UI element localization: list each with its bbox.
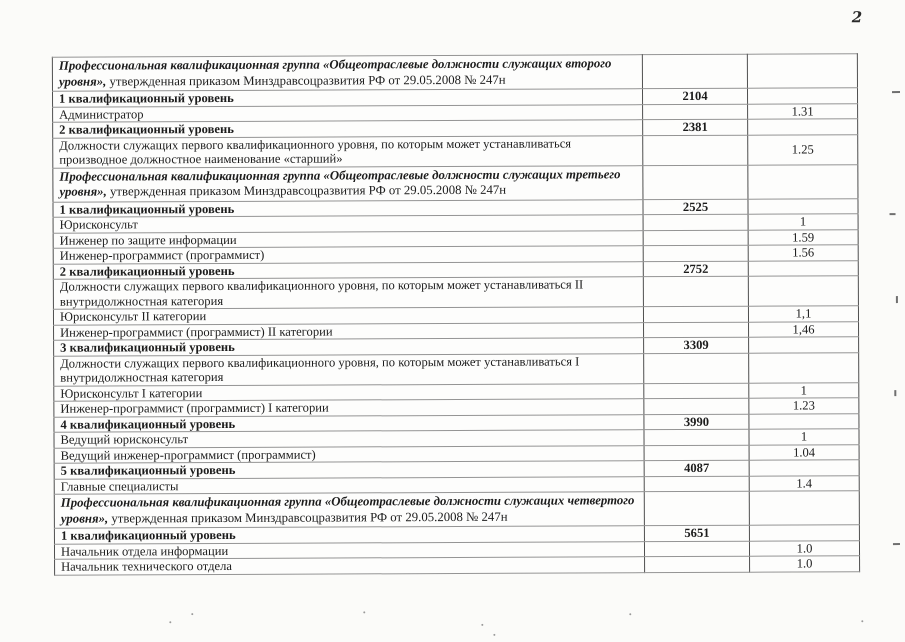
coefficient-cell: 1,1 (748, 306, 858, 322)
base-salary-cell (644, 476, 749, 492)
base-salary-cell (643, 306, 748, 322)
level-name-cell: 5 квалификационный уровень (54, 461, 644, 479)
group-title: Профессиональная квалификационная группа «Общеотраслевые должности служащих четвертого уровня», (60, 493, 635, 526)
coefficient-cell: 1.31 (748, 103, 858, 119)
scan-speck (363, 611, 365, 613)
coefficient-cell: 1.56 (748, 245, 858, 261)
coefficient-cell (747, 88, 857, 104)
base-salary-cell (644, 322, 749, 338)
position-name-cell: Инженер-программист (программист) I категории (54, 399, 644, 417)
position-name-cell: Ведущий инженер-программист (программист) (54, 445, 644, 463)
base-salary-cell: 2381 (643, 119, 748, 135)
base-salary-cell: 4087 (644, 460, 749, 476)
base-salary-cell: 2525 (643, 199, 748, 215)
position-name-cell: Администратор (53, 104, 643, 122)
coefficient-cell: 1.25 (748, 134, 858, 164)
coefficient-cell (748, 119, 858, 135)
pkg-header-row (54, 491, 859, 529)
coefficient-cell (748, 198, 858, 214)
coefficient-cell (749, 491, 859, 525)
coefficient-cell: 1.04 (749, 444, 859, 460)
position-name-cell: Юрисконсульт I категории (54, 383, 644, 401)
group-title-rest: утвержденная приказом Минздравсоцразвития РФ от 29.05.2008 № 247н (109, 182, 507, 199)
position-row (53, 134, 858, 168)
base-salary-cell (644, 445, 749, 461)
position-row (55, 556, 860, 575)
position-name-cell: Должности служащих первого квалификационного уровня, по которым может устанавливаться I внутридолжностная категория (54, 353, 644, 386)
pkg-header-row (52, 54, 857, 92)
scan-artifacts (0, 0, 904, 2)
coefficient-cell (748, 164, 858, 198)
base-salary-cell (643, 165, 748, 199)
position-name-cell: Юрисконсульт II категории (53, 307, 643, 325)
coefficient-cell: 1.4 (749, 475, 859, 491)
coefficient-cell (748, 260, 858, 276)
base-salary-cell (644, 429, 749, 445)
scan-speck (629, 613, 631, 615)
scan-speck (191, 613, 193, 615)
base-salary-cell: 3990 (644, 414, 749, 430)
coefficient-cell (747, 54, 857, 88)
base-salary-cell (644, 383, 749, 399)
position-name-cell: Юрисконсульт (53, 215, 643, 233)
base-salary-cell (643, 135, 748, 165)
position-row (54, 352, 859, 386)
position-name-cell: Ведущий юрисконсульт (54, 430, 644, 448)
group-title-cell (53, 165, 643, 202)
level-name-cell: 1 квалификационный уровень (54, 526, 644, 544)
level-name-cell: 3 квалификационный уровень (54, 338, 644, 356)
base-salary-cell (643, 230, 748, 246)
coefficient-cell (748, 276, 858, 306)
scan-edge-mark (893, 543, 900, 545)
level-name-cell: 1 квалификационный уровень (52, 89, 642, 107)
coefficient-cell: 1.23 (749, 398, 859, 414)
coefficient-cell: 1.59 (748, 229, 858, 245)
position-name-cell: Должности служащих первого квалификационного уровня, по которым может устанавливаться II внутридолжностная категория (53, 277, 643, 310)
position-name-cell: Главные специалисты (54, 476, 644, 494)
position-name-cell: Начальник отдела информации (54, 541, 644, 559)
coefficient-cell: 1.0 (750, 556, 860, 572)
base-salary-cell: 3309 (644, 337, 749, 353)
pkg-header-row (53, 164, 858, 202)
position-name-cell: Инженер-программист (программист) II категории (54, 322, 644, 340)
base-salary-cell (644, 353, 749, 383)
coefficient-cell: 1 (749, 429, 859, 445)
group-title-rest: утвержденная приказом Минздравсоцразвития РФ от 29.05.2008 № 247н (111, 509, 508, 525)
level-name-cell: 1 квалификационный уровень (53, 199, 643, 217)
position-name-cell: Должности служащих первого квалификационного уровня, по которым может устанавливаться производное должностное наименование «старший» (53, 135, 643, 168)
coefficient-cell (749, 337, 859, 353)
base-salary-cell: 2752 (643, 261, 748, 277)
scan-edge-mark (894, 390, 896, 396)
coefficient-cell (749, 460, 859, 476)
group-title-cell (52, 55, 642, 92)
position-row (53, 276, 858, 310)
qualification-groups-table (52, 53, 860, 575)
scan-edge-mark (896, 296, 898, 303)
coefficient-cell: 1,46 (749, 321, 859, 337)
base-salary-cell (642, 54, 747, 88)
scan-speck (493, 634, 495, 636)
base-salary-cell (644, 398, 749, 414)
coefficient-cell (749, 525, 859, 541)
level-name-cell: 4 квалификационный уровень (54, 414, 644, 432)
position-name-cell: Начальник технического отдела (55, 557, 645, 575)
scan-speck (861, 620, 863, 622)
position-name-cell: Инженер-программист (программист) (53, 246, 643, 264)
level-name-cell: 2 квалификационный уровень (53, 120, 643, 138)
base-salary-cell (643, 104, 748, 120)
coefficient-cell: 1.0 (749, 540, 859, 556)
coefficient-cell: 1 (749, 382, 859, 398)
group-title: Профессиональная квалификационная группа «Общеотраслевые должности служащих второго уровня», (58, 56, 612, 89)
coefficient-cell (749, 352, 859, 382)
base-salary-cell (643, 214, 748, 230)
base-salary-cell (644, 491, 749, 525)
group-title-rest: утвержденная приказом Минздравсоцразвития РФ от 29.05.2008 № 247н (109, 72, 506, 88)
group-title-cell (54, 492, 644, 529)
scan-edge-mark (890, 213, 896, 215)
scan-speck (481, 624, 483, 626)
page-number: 2 (851, 8, 863, 27)
coefficient-cell: 1 (748, 214, 858, 230)
base-salary-cell (643, 276, 748, 306)
base-salary-cell: 5651 (644, 525, 749, 541)
base-salary-cell: 2104 (642, 88, 747, 104)
group-title: Профессиональная квалификационная группа «Общеотраслевые должности служащих третьего уровня», (59, 166, 621, 199)
coefficient-cell (749, 413, 859, 429)
position-name-cell: Инженер по защите информации (53, 230, 643, 248)
base-salary-cell (645, 556, 750, 572)
scan-speck (169, 621, 171, 623)
base-salary-cell (643, 245, 748, 261)
base-salary-cell (644, 541, 749, 557)
level-name-cell: 2 квалификационный уровень (53, 261, 643, 279)
scan-edge-mark (892, 91, 900, 93)
